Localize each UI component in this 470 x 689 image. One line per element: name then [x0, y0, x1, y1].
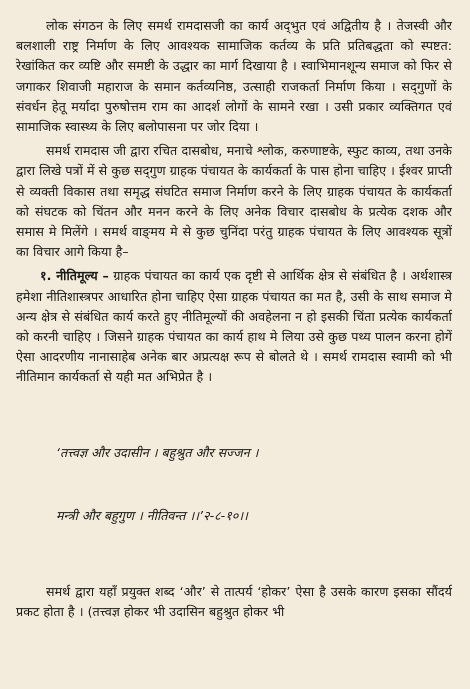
section-body: ग्राहक पंचायत का कार्य एक दृष्टी से आर्थिक क्षेत्र से संबंधित है । अर्थशास्त्र हमेशा नीतिशास्त्रपर आधारित होना चाहिए ऐसा ग्राहक पंचायत का मत है, उसी के साथ समाज मे अन्य क्षेत्र से संबंधित कार्य करते हुए नीतिमूल्यों की अवहेलना न हो इसकी चिंता प्रत्येक कार्यकर्ता को करनी चाहिए । जिसने ग्राहक पंचायत का कार्य हाथ मे लिया उसे कुछ पथ्य पालन करना होगें ऐसा आदरणीय नानासाहेब अनेक बार अप्रत्यक्ष रूप से बोलते थे । समर्थ रामदास स्वामी को भी नीतिमान कार्यकर्ता से यही मत अभिप्रेत है । — [16, 268, 452, 385]
paragraph-commentary: समर्थ द्वारा यहाँ प्रयुक्त शब्द ‘और’ से तात्पर्य ‘होकर’ ऐसा है उसके कारण इसका सौंदर्य प्रकट होता है । (तत्त्वज्ञ होकर भी उदासिन बहुश्रुत होकर भी — [16, 583, 452, 619]
paragraph-intro: लोक संगठन के लिए समर्थ रामदासजी का कार्य अद्‌भुत एवं अद्वितीय है । तेजस्वी और बलशाली राष्ट्र निर्माण के लिए आवश्यक सामाजिक कर्तव्य के प्रति प्रतिबद्धता को स्पष्टत: रेखांकित कर व्यष्टि और समष्टी के उद्धार का मार्ग दिखाया है । स्वाभिमानशून्य समाज को फिर से जगाकर शिवाजी महाराज के समान कर्तव्यनिष्ठ, उत्साही राजकर्ता निर्माण किया । सद्‌गुणों के संवर्धन हेतू मर्यादा पुरुषोत्तम राम का आदर्श लोगों के सामने रखा । उसी प्रकार व्यक्तिगत एवं सामाजिक स्वास्थ्य के लिए बलोपासना पर जोर दिया । — [16, 18, 452, 135]
verse-line-1: ‘तत्त्वज्ञ और उदासीन । बहुश्रुत और सज्जन । — [56, 444, 259, 460]
verse-quote — [56, 400, 452, 568]
paragraph-dasbodh: समर्थ रामदास जी द्वारा रचित दासबोध, मनाचे श्लोक, करुणाष्टके, स्फुट काव्य, तथा उनके द्वारा लिखे पत्रों में से कुछ सद्‌गुण ग्राहक पंचायत के कार्यकर्ता के पास होना चाहिए । ईश्वर प्राप्ती से व्यक्ती विकास तथा समृद्ध संघटित समाज निर्माण करने के लिए ग्राहक पंचायत के कार्यकर्ता को संघटक को चिंतन और मनन करने के लिए अनेक विचार दासबोध के प्रत्येक दशक और समास मे मिलेंगे । समर्थ वाङ्‌मय मे से कुछ चुनिंदा परंतु ग्राहक पंचायत के लिए आवश्यक सूत्रों का विचार आगे किया है– — [16, 143, 452, 260]
section-heading: १. नीतिमूल्य – — [40, 268, 109, 284]
verse-line-2: मन्त्री और बहुगुण । नीतिवन्त ।।’२-८-१०।। — [56, 507, 248, 523]
paragraph-nitimulya — [16, 266, 452, 387]
